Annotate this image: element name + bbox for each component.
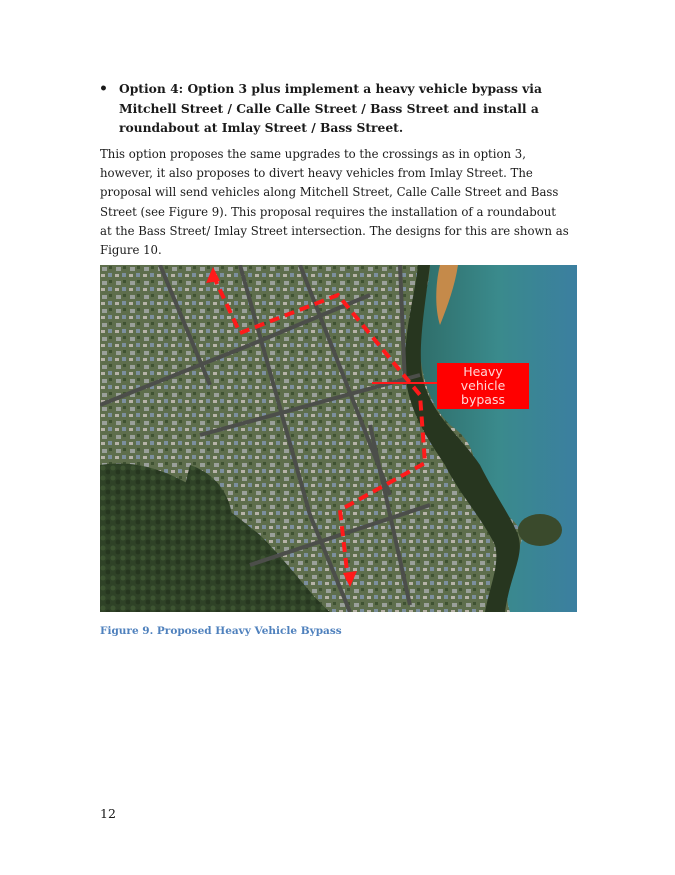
option-4-heading: Option 4: Option 3 plus implement a heavy vehicle bypass via Mitchell Street / Calle Calle Street / Bass Street and install a roundabout at Imlay Street / Bass Street.: [119, 81, 542, 135]
aerial-map-image: [100, 265, 577, 612]
aerial-map-figure: [100, 265, 577, 612]
label-line-2: vehicle: [460, 378, 506, 393]
option-4-description: This option proposes the same upgrades to the crossings as in option 3, however, it also proposes to divert heavy vehicles from Imlay Street. The proposal will send vehicles along Mitchell Street, Calle Calle Street and Bass Street (see Figure 9). This proposal requires the installation of a roundabout at the Bass Street/ Imlay Street intersection. The designs for this are shown as Figure 10.: [100, 147, 569, 258]
figure-caption: Figure 9. Proposed Heavy Vehicle Bypass: [100, 625, 342, 637]
bullet-marker: •: [99, 81, 108, 97]
page-number: 12: [100, 806, 116, 821]
heavy-vehicle-bypass-label: [437, 363, 529, 409]
option-4-bullet: [99, 79, 569, 138]
label-line-3: bypass: [461, 392, 505, 407]
label-line-1: Heavy: [463, 364, 503, 379]
